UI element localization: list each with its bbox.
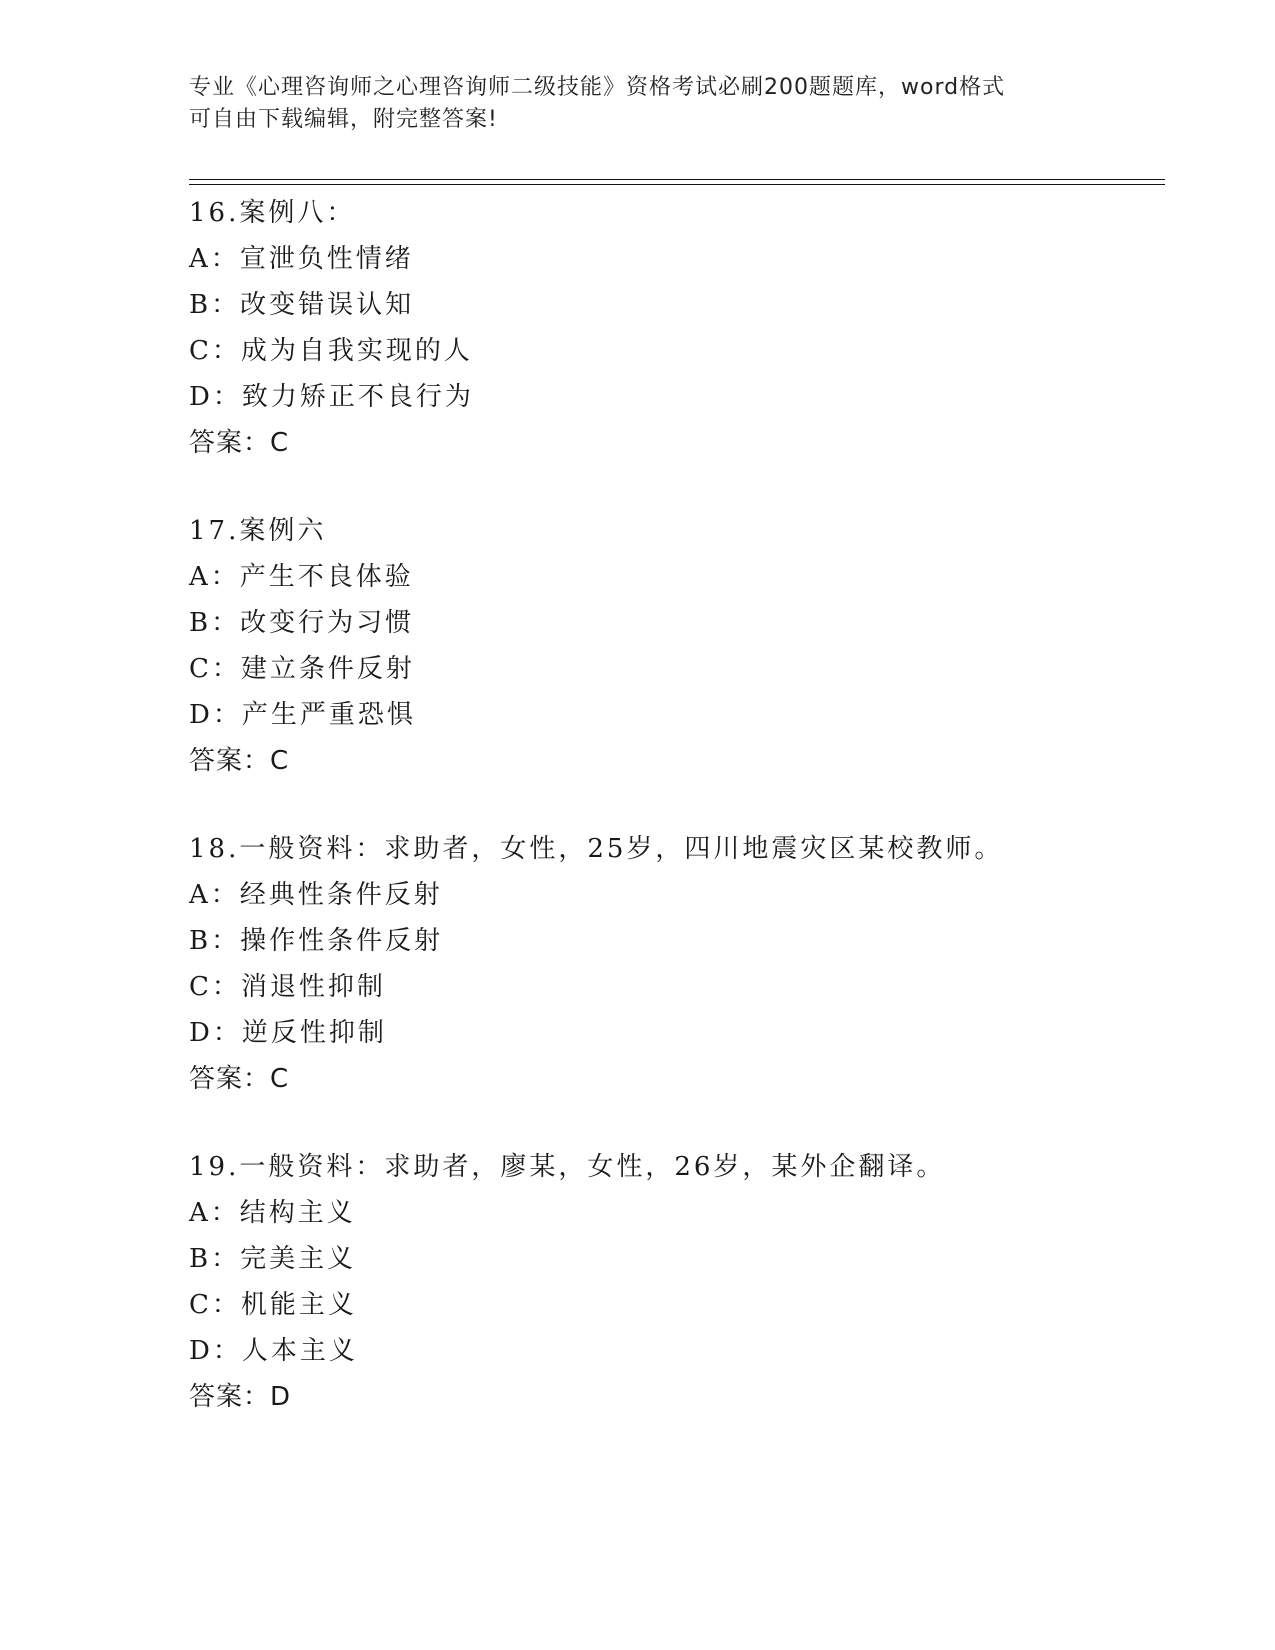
question-title: 19.一般资料：求助者，廖某，女性，26岁，某外企翻译。 (189, 1152, 946, 1182)
option-b: B：改变行为习惯 (189, 608, 415, 638)
answer-label: 答案：C (189, 1064, 290, 1094)
question-title: 16.案例八： (189, 198, 356, 228)
question-16 (189, 190, 1169, 466)
answer-label: 答案：C (189, 428, 290, 458)
option-b: B：改变错误认知 (189, 290, 415, 320)
document-header (189, 72, 1089, 136)
option-c: C：消退性抑制 (189, 972, 386, 1002)
option-d: D：人本主义 (189, 1336, 358, 1366)
option-a: A：经典性条件反射 (189, 880, 443, 910)
option-a: A：结构主义 (189, 1198, 356, 1228)
option-b: B：完美主义 (189, 1244, 357, 1274)
question-title: 18.一般资料：求助者，女性，25岁，四川地震灾区某校教师。 (189, 834, 1004, 864)
option-a: A：宣泄负性情绪 (189, 244, 414, 274)
option-d: D：逆反性抑制 (189, 1018, 387, 1048)
header-title-line-2: 可自由下载编辑，附完整答案! (189, 107, 498, 132)
header-divider-top (189, 179, 1165, 180)
header-divider-bottom (189, 184, 1165, 185)
option-d: D：产生严重恐惧 (189, 700, 416, 730)
answer-label: 答案：D (189, 1382, 292, 1412)
option-c: C：成为自我实现的人 (189, 336, 473, 366)
answer-label: 答案：C (189, 746, 290, 776)
option-a: A：产生不良体验 (189, 562, 414, 592)
option-d: D：致力矫正不良行为 (189, 382, 474, 412)
option-c: C：机能主义 (189, 1290, 357, 1320)
question-list (189, 190, 1169, 1462)
question-17 (189, 508, 1169, 784)
question-title: 17.案例六 (189, 516, 327, 546)
option-b: B：操作性条件反射 (189, 926, 444, 956)
option-c: C：建立条件反射 (189, 654, 415, 684)
header-title-line-1: 专业《心理咨询师之心理咨询师二级技能》资格考试必刷200题题库，word格式 (189, 75, 1006, 100)
question-18 (189, 826, 1169, 1102)
question-19 (189, 1144, 1169, 1420)
